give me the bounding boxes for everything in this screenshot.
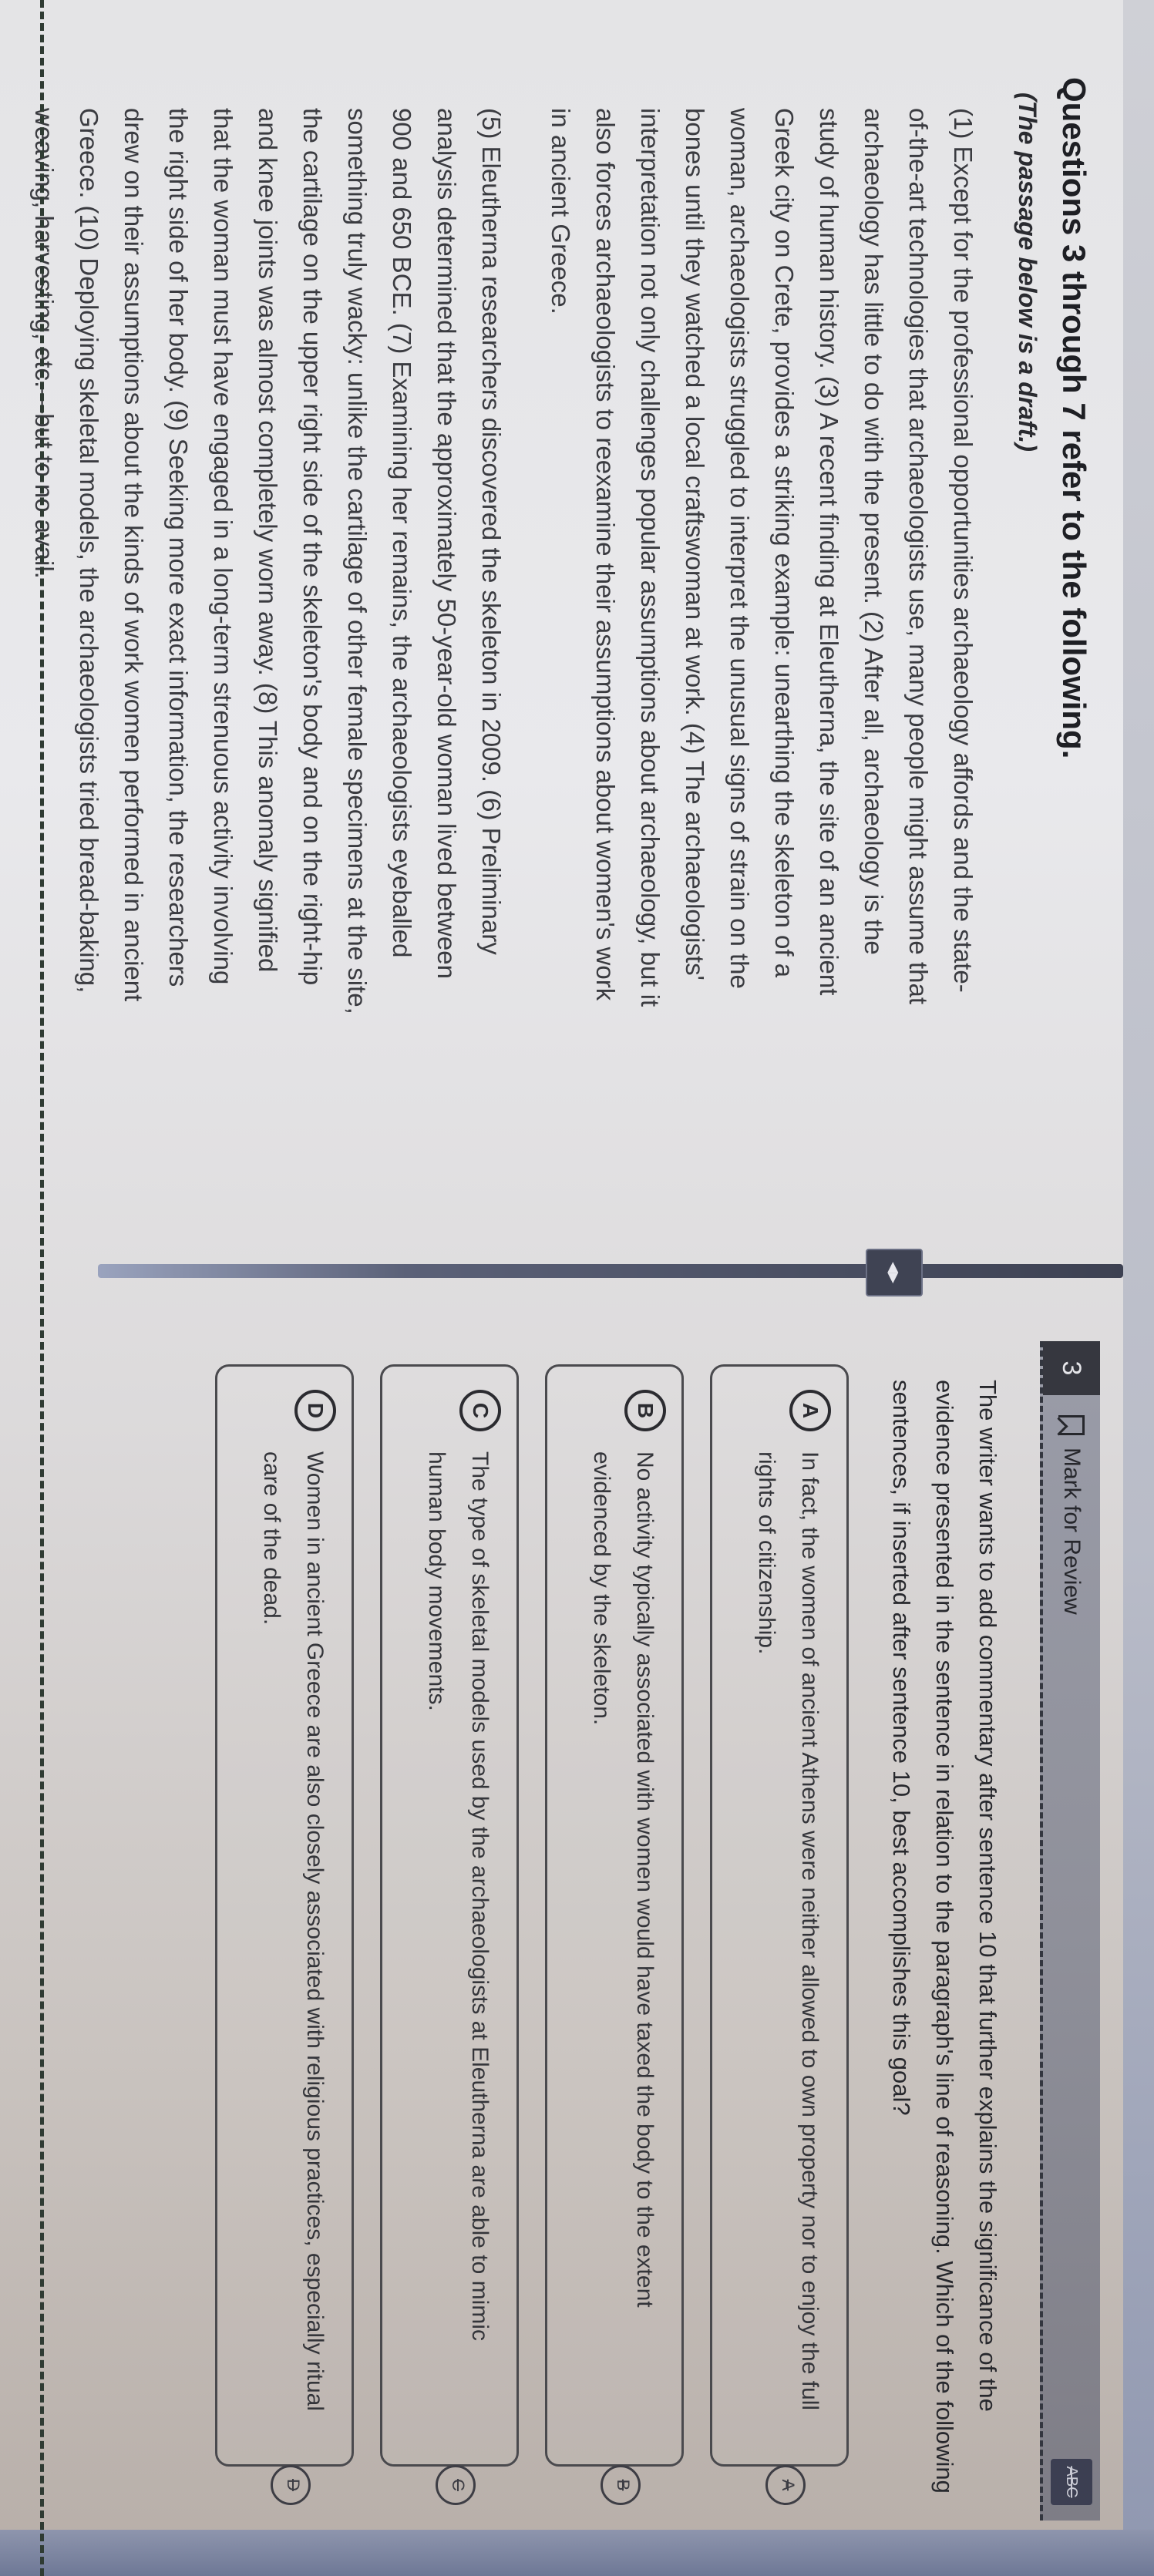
choice-text-b: No activity typically associated with women would have taxed the body to the extent evidenced by the skeleton. [589,1451,658,2308]
passage-paragraph-2: (5) Eleutherna researchers discovered the skeleton in 2009. (6) Preliminary analysis determined that the approximately 50-year-old woman lived between 900 and 650 BCE. (7) Examining her remains, the archaeologists eyeballed something truly wacky: unlike the cartilage of other female specimens at the site, the cartilage on the upper right side of the skeleton's body and on the right-hip and knee joints was almost completely worn away. (8) This anomaly signified that the woman must have engaged in a long-term strenuous activity involving the right side of her body. (9) Seeking more exact information, the researchers drew on their assumptions about the kinds of work women performed in ancient Greece. (10) Deploying skeletal models, the archaeologists tried bread-baking, weaving, harvesting, etc.—but to no avail. [30,108,506,1014]
choice-row-b [545,1364,684,2544]
choice-row-c [380,1364,519,2544]
question-number: 3 [1043,1341,1100,1395]
resize-handle-icon[interactable]: ◂▸ [866,1249,923,1296]
passage-note: (The passage below is a draft.) [1014,92,1041,452]
mark-for-review-button[interactable] [1043,1415,1100,1615]
choice-row-a [710,1364,849,2544]
strike-choice-a-icon[interactable]: A [765,2465,806,2505]
screen-bezel-edge [0,2530,1154,2576]
passage-paragraph-1: (1) Except for the professional opportunities archaeology affords and the state-of-the-art technologies that archaeologists use, many people might assume that archaeology has little to do with the present. (2) After all, archaeology is the study of human history. (3) A recent finding at Eleutherna, the site of an ancient Greek city on Crete, provides a striking example: unearthing the skeleton of a woman, archaeologists struggled to interpret the unusual signs of strain on the bones until they watched a local craftswoman at work. (4) The archaeologists' interpretation not only challenges popular assumptions about archaeology, but it also forces archaeologists to reexamine their assumptions about women's work in ancient Greece. [547,108,977,1007]
choice-text-d: Women in ancient Greece are also closely associated with religious practices, especially ritual care of the dead. [259,1451,328,2412]
choice-text-c: The type of skeletal models used by the archaeologists at Eleutherna are able to mimic human body movements. [424,1451,493,2341]
question-stem: The writer wants to add commentary after sentence 10 that further explains the significance of the evidence presented in the sentence in relation to the paragraph's line of reasoning. Which of the following sentences, if inserted after sentence 10, best accomplishes this goal? [888,1380,1001,2494]
choice-text-a: In fact, the women of ancient Athens were neither allowed to own property nor to enjoy the full rights of citizenship. [754,1451,823,2411]
question-pane [29,1341,1123,2544]
choice-row-d [215,1364,354,2544]
strike-choice-b-icon[interactable]: B [601,2465,641,2505]
choice-letter-a: A [789,1390,831,1431]
pane-divider[interactable] [98,1264,1123,1278]
passage-title: Questions 3 through 7 refer to the following. [1056,77,1092,759]
choice-letter-c: C [459,1390,501,1431]
question-header [1040,1341,1100,2521]
answer-eliminator-button[interactable]: ABC [1051,2459,1092,2505]
bookmark-icon [1058,1415,1085,1435]
answer-choice-a[interactable] [710,1364,849,2467]
footer-dashed-rule [40,0,44,2576]
choice-letter-b: B [624,1390,666,1431]
answer-choice-c[interactable] [380,1364,519,2467]
strike-choice-c-icon[interactable]: C [436,2465,476,2505]
answer-choice-b[interactable] [545,1364,684,2467]
top-bar [1123,0,1154,2576]
answer-choice-d[interactable] [215,1364,354,2467]
mark-for-review-label: Mark for Review [1059,1448,1085,1615]
choice-letter-d: D [294,1390,336,1431]
passage-pane [30,46,1092,1218]
strike-choice-d-icon[interactable]: D [271,2465,311,2505]
